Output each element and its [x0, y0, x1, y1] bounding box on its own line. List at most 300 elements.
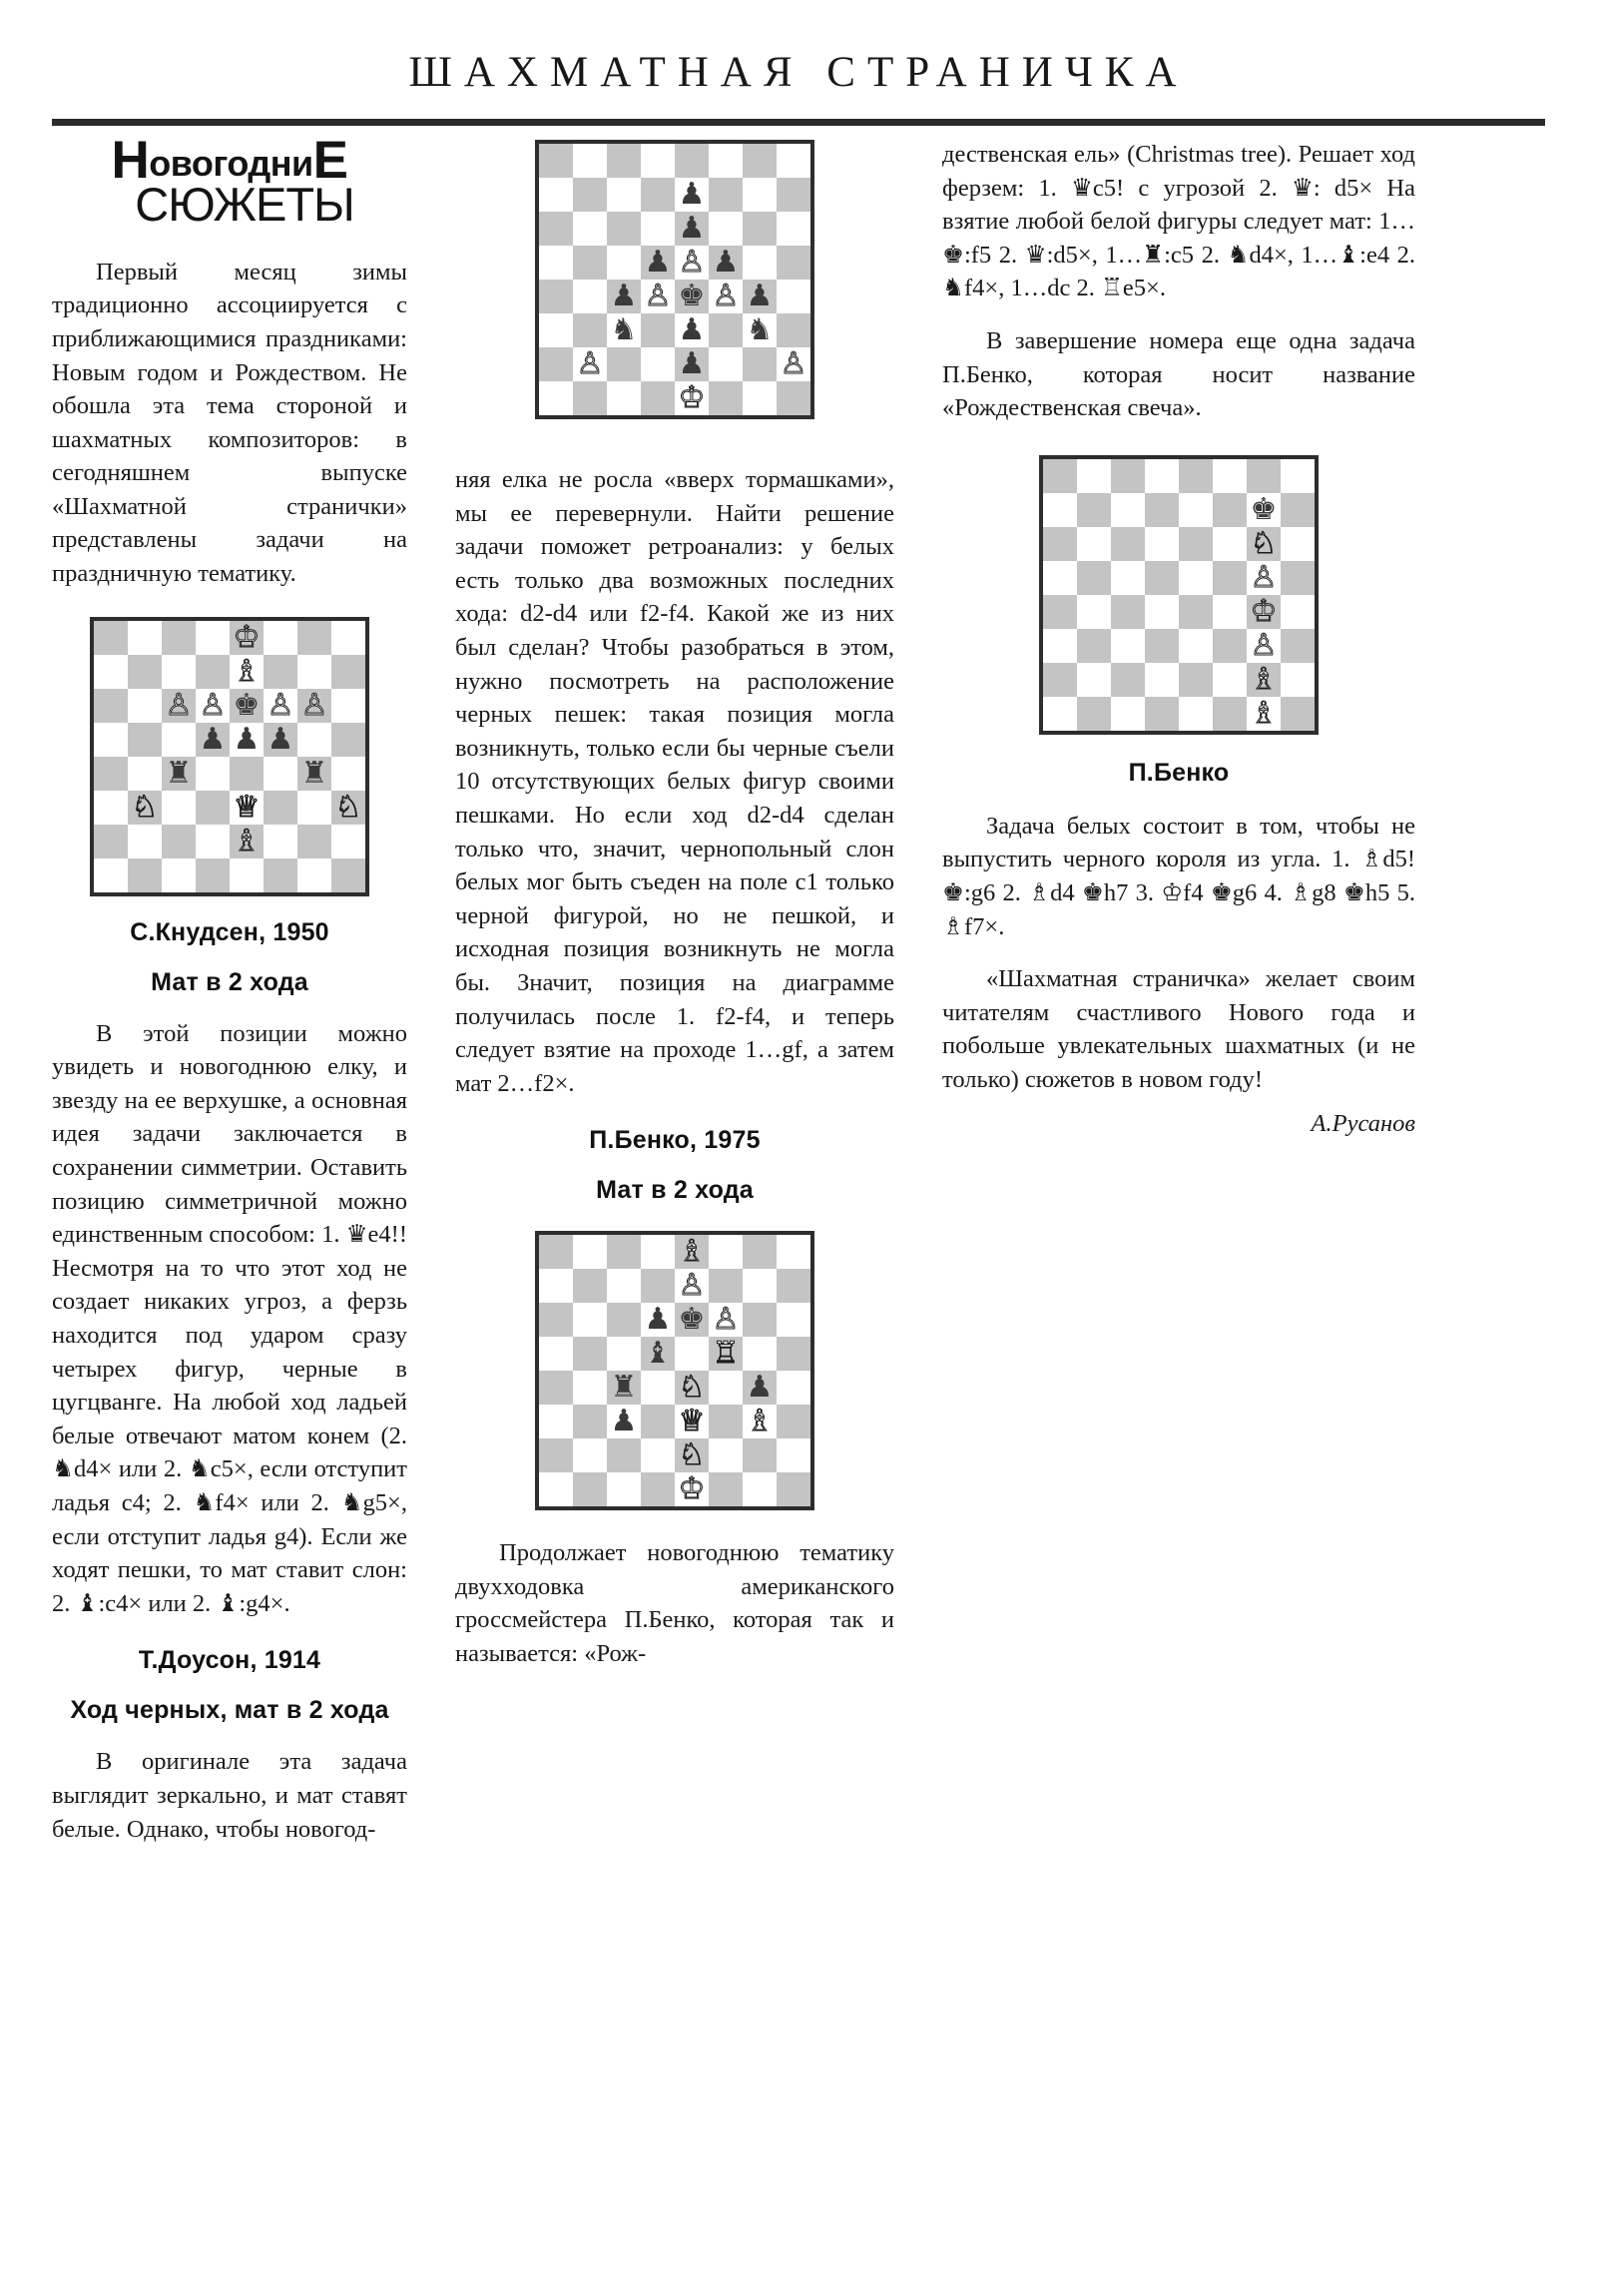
square-a6: [539, 1303, 573, 1337]
square-c7: [607, 1269, 641, 1303]
square-h2: [777, 347, 810, 381]
square-b5: [573, 246, 607, 280]
square-b5: [1077, 561, 1111, 595]
square-b5: [128, 723, 162, 757]
column2-bottom: Продолжает новогоднюю тематику двухходовка американского гроссмейстера П.Бенко, которая так и называется: «Рож-: [455, 1539, 894, 1668]
page-title: ШАХМАТНАЯ СТРАНИЧКА: [408, 49, 1189, 96]
square-g7: [743, 1269, 777, 1303]
square-c1: [1111, 697, 1145, 731]
square-h2: [331, 825, 365, 859]
square-c8: [607, 144, 641, 178]
diagram-benko-tree-caption: П.Бенко, 1975: [589, 1126, 761, 1155]
masthead: [0, 0, 1597, 126]
square-a3: [539, 1405, 573, 1438]
diagram-benko-tree-stipulation: Мат в 2 хода: [596, 1176, 754, 1205]
square-a8: [539, 144, 573, 178]
square-g1: [743, 1472, 777, 1506]
square-b7: [128, 655, 162, 689]
intro-paragraph: Первый месяц зимы традиционно ассоциируется с приближающимися праздниками: Новым годом и Рождеством. Не обошла эта тема стороной и шахматных композиторов: в сегодняшнем выпуске «Шахматной странички» представлены задачи на праздничную тематику.: [52, 258, 407, 588]
square-f3: [264, 791, 297, 825]
black-king-icon: ♚: [1250, 491, 1278, 527]
square-b2: [128, 825, 162, 859]
square-f8: [709, 1235, 743, 1269]
square-a6: [539, 212, 573, 246]
square-a7: [1043, 493, 1077, 527]
square-f2: [1213, 663, 1247, 697]
white-king-icon: ♔: [678, 1471, 706, 1507]
square-f5: [709, 246, 743, 280]
square-a7: [539, 1269, 573, 1303]
article-logo: [52, 131, 407, 232]
black-pawn-icon: ♟: [746, 1370, 774, 1406]
square-h2: [777, 1438, 810, 1472]
square-h5: [331, 723, 365, 757]
column3-mid: В завершение номера еще одна задача П.Бенко, которая носит название «Рождественская свеча».: [942, 326, 1415, 422]
square-d1: [641, 381, 675, 415]
square-g4: [1247, 595, 1281, 629]
square-f4: [1213, 595, 1247, 629]
square-d3: [196, 791, 230, 825]
white-knight-icon: ♘: [131, 789, 159, 825]
square-e7: [675, 1269, 709, 1303]
square-g7: [1247, 493, 1281, 527]
square-g2: [297, 825, 331, 859]
square-f6: [1213, 527, 1247, 561]
square-c3: [1111, 629, 1145, 663]
square-h6: [777, 1303, 810, 1337]
square-h4: [1281, 595, 1315, 629]
square-b4: [573, 280, 607, 313]
square-b4: [1077, 595, 1111, 629]
square-c2: [607, 1438, 641, 1472]
square-g6: [297, 689, 331, 723]
board-benko-candle-wrap: [942, 455, 1415, 735]
square-d6: [641, 1303, 675, 1337]
square-e1: [675, 381, 709, 415]
square-a6: [94, 689, 128, 723]
square-g2: [1247, 663, 1281, 697]
square-f3: [709, 313, 743, 347]
square-a5: [539, 246, 573, 280]
square-c6: [1111, 527, 1145, 561]
square-d8: [1145, 459, 1179, 493]
square-a4: [94, 757, 128, 791]
square-g1: [297, 859, 331, 892]
square-d8: [641, 144, 675, 178]
square-g5: [743, 246, 777, 280]
black-pawn-icon: ♟: [712, 245, 740, 280]
square-c7: [162, 655, 196, 689]
square-g8: [743, 144, 777, 178]
square-e8: [230, 621, 264, 655]
white-king-icon: ♔: [678, 380, 706, 415]
square-f6: [709, 212, 743, 246]
square-f7: [264, 655, 297, 689]
white-bishop-icon: ♗: [233, 823, 261, 859]
square-h5: [1281, 561, 1315, 595]
white-pawn-icon: ♙: [266, 687, 294, 723]
square-d3: [1145, 629, 1179, 663]
square-h1: [777, 381, 810, 415]
square-e1: [230, 859, 264, 892]
square-h3: [777, 1405, 810, 1438]
square-c5: [607, 246, 641, 280]
square-d4: [1145, 595, 1179, 629]
square-c2: [162, 825, 196, 859]
square-e4: [230, 757, 264, 791]
black-pawn-icon: ♟: [199, 721, 227, 757]
square-h2: [1281, 663, 1315, 697]
square-g2: [743, 347, 777, 381]
square-e3: [1179, 629, 1213, 663]
square-b2: [573, 347, 607, 381]
square-d2: [1145, 663, 1179, 697]
diagram-knudsen-caption: С.Кнудсен, 1950: [130, 917, 329, 946]
square-a1: [539, 1472, 573, 1506]
square-g5: [297, 723, 331, 757]
square-d1: [1145, 697, 1179, 731]
square-c3: [162, 791, 196, 825]
square-g3: [743, 1405, 777, 1438]
white-pawn-icon: ♙: [780, 346, 807, 381]
square-d3: [641, 313, 675, 347]
square-e6: [1179, 527, 1213, 561]
square-f6: [709, 1303, 743, 1337]
square-g4: [297, 757, 331, 791]
square-d1: [196, 859, 230, 892]
square-c6: [607, 212, 641, 246]
column-right: [942, 138, 1415, 1846]
white-pawn-icon: ♙: [199, 687, 227, 723]
square-h6: [331, 689, 365, 723]
author-signature: А.Русанов: [1311, 1109, 1415, 1137]
square-b1: [573, 1472, 607, 1506]
square-e2: [675, 347, 709, 381]
square-b3: [573, 1405, 607, 1438]
square-d7: [641, 1269, 675, 1303]
square-b8: [573, 144, 607, 178]
square-d6: [1145, 527, 1179, 561]
square-f2: [264, 825, 297, 859]
square-e2: [675, 1438, 709, 1472]
square-c5: [162, 723, 196, 757]
square-g7: [743, 178, 777, 212]
square-g6: [743, 1303, 777, 1337]
logo-line-2: СЮЖЕТЫ: [135, 178, 354, 232]
square-f7: [709, 1269, 743, 1303]
square-h6: [1281, 527, 1315, 561]
square-e2: [1179, 663, 1213, 697]
square-c5: [1111, 561, 1145, 595]
square-b4: [128, 757, 162, 791]
square-d2: [196, 825, 230, 859]
square-a5: [1043, 561, 1077, 595]
square-b7: [1077, 493, 1111, 527]
diagram-benko-tree: [535, 1231, 814, 1510]
square-g5: [1247, 561, 1281, 595]
square-b6: [573, 1303, 607, 1337]
square-d5: [641, 246, 675, 280]
square-e8: [675, 144, 709, 178]
square-e6: [675, 1303, 709, 1337]
square-h4: [331, 757, 365, 791]
logo-final-e: Е: [312, 131, 348, 190]
square-f4: [709, 280, 743, 313]
solution-benko-candle: Задача белых состоит в том, чтобы не выпустить черного короля из угла. 1. ♗d5! ♚:g6 2. ♗d4 ♚h7 3. ♔f4 ♚g6 4. ♗g8 ♚h5 5. ♗f7×.: [942, 812, 1415, 940]
diagram-benko-candle-caption: П.Бенко: [1128, 758, 1230, 787]
square-c3: [607, 1405, 641, 1438]
square-d4: [641, 1371, 675, 1405]
square-c7: [607, 178, 641, 212]
white-pawn-icon: ♙: [300, 687, 328, 723]
board-benko-tree-wrap: [455, 1231, 894, 1510]
square-b1: [573, 381, 607, 415]
square-b2: [1077, 663, 1111, 697]
square-h8: [331, 621, 365, 655]
square-f2: [709, 347, 743, 381]
square-d2: [641, 1438, 675, 1472]
square-b3: [128, 791, 162, 825]
square-c4: [607, 280, 641, 313]
square-e8: [1179, 459, 1213, 493]
square-f3: [1213, 629, 1247, 663]
square-b8: [573, 1235, 607, 1269]
square-h4: [777, 280, 810, 313]
square-d7: [641, 178, 675, 212]
white-king-icon: ♔: [233, 619, 261, 655]
square-a1: [539, 381, 573, 415]
square-h3: [777, 313, 810, 347]
diagram-benko-candle: [1039, 455, 1319, 735]
square-e6: [675, 212, 709, 246]
square-c1: [162, 859, 196, 892]
square-b6: [1077, 527, 1111, 561]
white-pawn-icon: ♙: [678, 245, 706, 280]
square-c3: [607, 313, 641, 347]
black-pawn-icon: ♟: [678, 312, 706, 347]
square-f3: [709, 1405, 743, 1438]
square-g3: [1247, 629, 1281, 663]
white-knight-icon: ♘: [678, 1370, 706, 1406]
square-a8: [94, 621, 128, 655]
square-a7: [539, 178, 573, 212]
column2-continuation: няя елка не росла «вверх тормашками», мы ее перевернули. Найти решение задачи поможет ретроанализ: у белых есть только два возможных последних хода: d2-d4 или f2-f4. Какой же из них был сделан? Чтобы разобраться в этом, нужно посмотреть на расположение черных пешек: такая позиция могла возникнуть, только если бы черные съели 10 отсутствующих белых фигур своими пешками. Но если ход d2-d4 сделан только что, значит, чернопольный слон белых мог быть съеден на поле c1 только черной фигурой, но не пешкой, и исходная позиция возникнуть не могла бы. Значит, позиция на диаграмме получилась после 1. f2-f4, и теперь следует взятие на проходе 1…gf, а затем мат 2…f2×.: [455, 466, 894, 1097]
square-f7: [1213, 493, 1247, 527]
square-f1: [264, 859, 297, 892]
black-knight-icon: ♞: [746, 312, 774, 347]
square-a2: [1043, 663, 1077, 697]
square-h7: [777, 178, 810, 212]
black-king-icon: ♚: [233, 687, 261, 723]
square-e4: [675, 1371, 709, 1405]
white-king-icon: ♔: [1250, 593, 1278, 629]
masthead-divider: [52, 119, 1545, 126]
square-f7: [709, 178, 743, 212]
square-b6: [128, 689, 162, 723]
square-h1: [1281, 697, 1315, 731]
square-g5: [743, 1337, 777, 1371]
square-h1: [777, 1472, 810, 1506]
white-queen-icon: ♕: [233, 789, 261, 825]
square-b6: [573, 212, 607, 246]
square-c2: [1111, 663, 1145, 697]
square-f1: [709, 381, 743, 415]
square-d2: [641, 347, 675, 381]
white-bishop-icon: ♗: [1250, 695, 1278, 731]
square-g1: [743, 381, 777, 415]
white-pawn-icon: ♙: [1250, 559, 1278, 595]
black-pawn-icon: ♟: [610, 1404, 638, 1439]
square-e3: [675, 313, 709, 347]
square-c6: [607, 1303, 641, 1337]
square-b7: [573, 178, 607, 212]
square-d4: [641, 280, 675, 313]
square-g2: [743, 1438, 777, 1472]
square-c1: [607, 1472, 641, 1506]
square-f8: [1213, 459, 1247, 493]
square-a3: [94, 791, 128, 825]
square-d4: [196, 757, 230, 791]
square-d7: [196, 655, 230, 689]
square-a5: [539, 1337, 573, 1371]
square-b7: [573, 1269, 607, 1303]
square-b5: [573, 1337, 607, 1371]
square-e5: [1179, 561, 1213, 595]
square-a5: [94, 723, 128, 757]
square-f5: [1213, 561, 1247, 595]
square-b8: [128, 621, 162, 655]
square-e2: [230, 825, 264, 859]
white-pawn-icon: ♙: [576, 346, 604, 381]
square-e1: [675, 1472, 709, 1506]
square-d1: [641, 1472, 675, 1506]
square-h7: [331, 655, 365, 689]
black-pawn-icon: ♟: [610, 279, 638, 313]
square-a4: [539, 280, 573, 313]
logo-mid: овогодни: [149, 143, 313, 184]
square-e7: [1179, 493, 1213, 527]
square-e1: [1179, 697, 1213, 731]
black-king-icon: ♚: [678, 279, 706, 313]
square-e5: [675, 1337, 709, 1371]
square-g4: [743, 280, 777, 313]
square-g8: [297, 621, 331, 655]
square-a7: [94, 655, 128, 689]
square-e6: [230, 689, 264, 723]
square-a6: [1043, 527, 1077, 561]
article-columns: [52, 131, 1545, 1846]
square-e5: [230, 723, 264, 757]
square-h5: [777, 246, 810, 280]
square-e7: [675, 178, 709, 212]
square-f6: [264, 689, 297, 723]
white-pawn-icon: ♙: [678, 1268, 706, 1304]
square-h5: [777, 1337, 810, 1371]
white-queen-icon: ♕: [678, 1404, 706, 1439]
square-b4: [573, 1371, 607, 1405]
square-h1: [331, 859, 365, 892]
square-h6: [777, 212, 810, 246]
square-g4: [743, 1371, 777, 1405]
diagram-dawson-stipulation: Ход черных, мат в 2 хода: [70, 1696, 389, 1725]
square-f1: [1213, 697, 1247, 731]
square-a8: [539, 1235, 573, 1269]
square-a4: [1043, 595, 1077, 629]
white-pawn-icon: ♙: [712, 279, 740, 313]
square-e3: [675, 1405, 709, 1438]
solution-dawson-start: В оригинале эта задача выглядит зеркально, и мат ставят белые. Однако, чтобы новогод-: [52, 1748, 407, 1843]
square-g3: [743, 313, 777, 347]
square-b2: [573, 1438, 607, 1472]
square-f8: [264, 621, 297, 655]
square-h7: [777, 1269, 810, 1303]
square-c7: [1111, 493, 1145, 527]
square-e3: [230, 791, 264, 825]
square-a8: [1043, 459, 1077, 493]
square-b8: [1077, 459, 1111, 493]
square-g1: [1247, 697, 1281, 731]
black-pawn-icon: ♟: [644, 245, 672, 280]
square-a1: [1043, 697, 1077, 731]
square-e7: [230, 655, 264, 689]
square-d5: [1145, 561, 1179, 595]
square-g8: [743, 1235, 777, 1269]
column-left: [52, 131, 407, 1846]
square-g3: [297, 791, 331, 825]
square-g6: [1247, 527, 1281, 561]
white-knight-icon: ♘: [678, 1437, 706, 1473]
square-h4: [777, 1371, 810, 1405]
square-c4: [607, 1371, 641, 1405]
square-h3: [331, 791, 365, 825]
black-rook-icon: ♜: [610, 1370, 638, 1406]
square-d6: [641, 212, 675, 246]
square-c4: [1111, 595, 1145, 629]
diagram-dawson: [535, 140, 814, 419]
diagram-knudsen-stipulation: Мат в 2 хода: [151, 967, 308, 996]
square-e4: [1179, 595, 1213, 629]
square-f4: [709, 1371, 743, 1405]
square-d6: [196, 689, 230, 723]
square-c6: [162, 689, 196, 723]
black-knight-icon: ♞: [610, 312, 638, 347]
board-dawson-wrap: [455, 140, 894, 419]
black-pawn-icon: ♟: [678, 346, 706, 381]
square-c8: [1111, 459, 1145, 493]
square-c8: [162, 621, 196, 655]
column-middle: [455, 138, 894, 1846]
black-pawn-icon: ♟: [644, 1302, 672, 1338]
square-c2: [607, 347, 641, 381]
square-g6: [743, 212, 777, 246]
closing-paragraph: «Шахматная страничка» желает своим читателям счастливого Нового года и побольше увлекательных шахматных (и не только) сюжетов в новом году!: [942, 965, 1415, 1093]
square-f1: [709, 1472, 743, 1506]
square-f5: [264, 723, 297, 757]
square-d8: [641, 1235, 675, 1269]
black-pawn-icon: ♟: [266, 721, 294, 757]
white-bishop-icon: ♗: [1250, 661, 1278, 697]
square-f4: [264, 757, 297, 791]
black-pawn-icon: ♟: [678, 177, 706, 212]
square-a4: [539, 1371, 573, 1405]
square-a3: [1043, 629, 1077, 663]
square-a2: [94, 825, 128, 859]
board-knudsen-wrap: [52, 617, 407, 896]
square-e5: [675, 246, 709, 280]
square-f8: [709, 144, 743, 178]
logo-line-1: [52, 131, 407, 190]
square-c4: [162, 757, 196, 791]
